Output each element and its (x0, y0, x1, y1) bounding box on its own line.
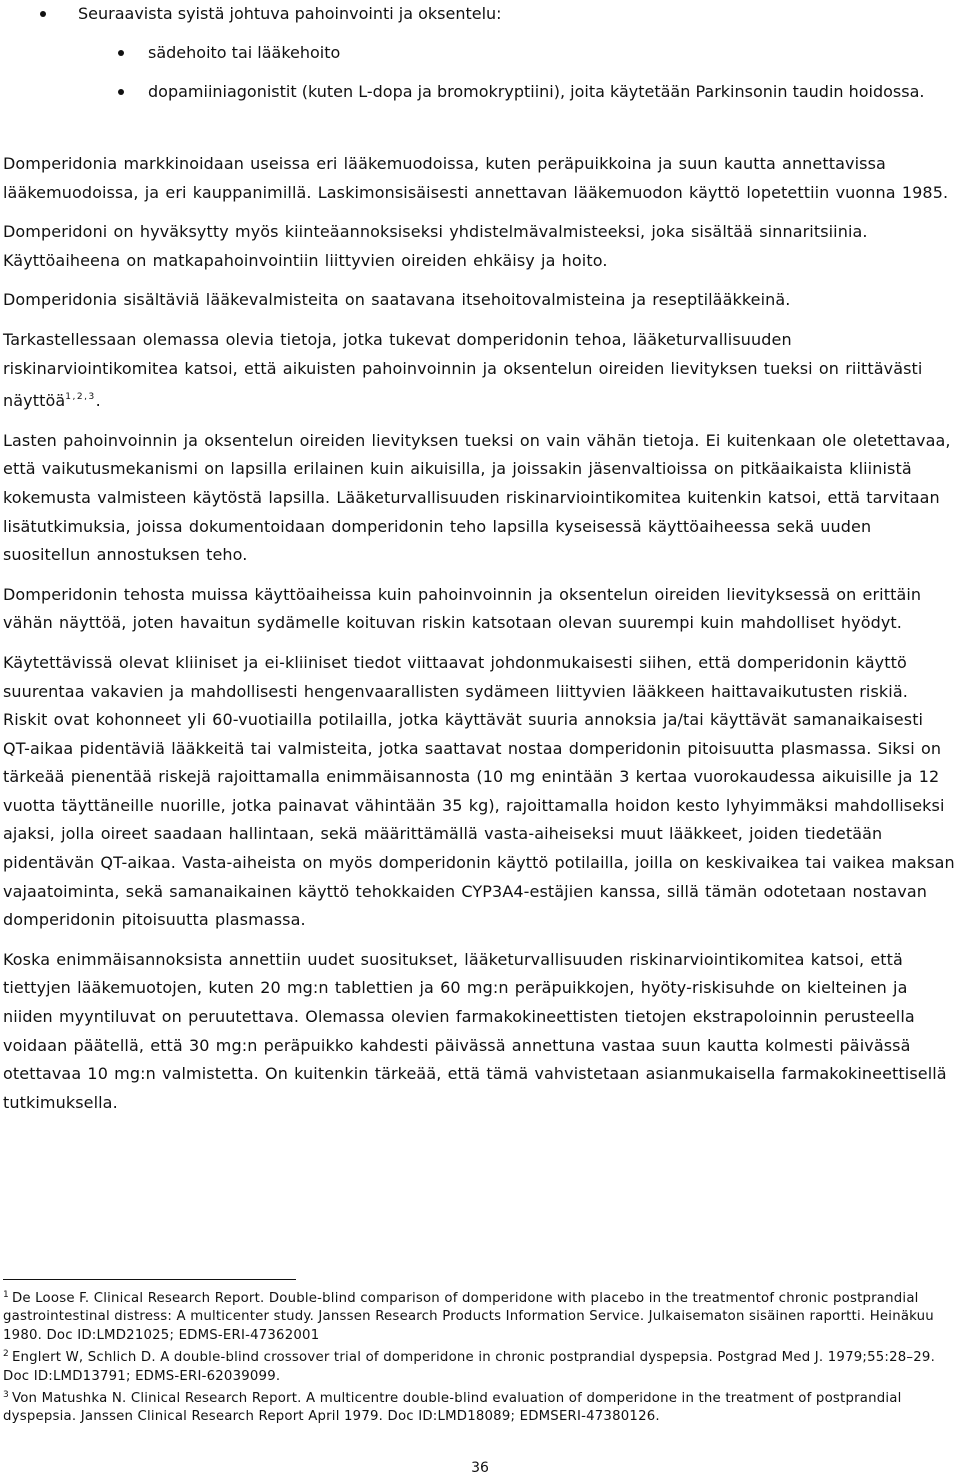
paragraph: Domperidonia sisältäviä lääkevalmisteita on saatavana itsehoitovalmisteina ja reseptilääkkeinä. (3, 290, 791, 310)
paragraph: Domperidoni on hyväksytty myös kiinteäannoksiseksi yhdistelmävalmisteeksi, joka sisältää sinnaritsiinia. Käyttöaiheena on matkapahoinvointiin liittyvien oireiden ehkäisy ja hoito. (3, 222, 868, 270)
bullet-dot-icon (118, 50, 124, 56)
paragraph-text: Tarkastellessaan olemassa olevia tietoja, jotka tukevat domperidonin tehoa, lääketurvallisuuden riskinarviointikomitea katsoi, että aikuisten pahoinvoinnin ja oksentelun oireiden lievityksen tueksi on riittävästi näyttöä (3, 329, 923, 411)
footnotes (3, 1286, 955, 1427)
bullet-dot-icon (118, 89, 124, 95)
bullet-text: Seuraavista syistä johtuva pahoinvointi ja oksentelu: (78, 4, 502, 23)
paragraph: Käytettävissä olevat kliiniset ja ei-kliiniset tiedot viittaavat johdonmukaisesti siihen, että domperidonin käyttö suurentaa vakavien ja mahdollisesti hengenvaarallisten sydämeen liittyvien lääkkeen haittavaikutusten riskiä. Riskit ovat kohonneet yli 60-vuotiailla potilailla, jotka käyttävät suuria annoksia ja/tai käyttävät samanaikaisesti QT-aikaa pidentäviä lääkkeitä tai valmisteita, jotka saattavat nostaa domperidonin pitoisuutta plasmassa. Siksi on tärkeää pienentää riskejä rajoittamalla enimmäisannosta (10 mg enintään 3 kertaa vuorokaudessa aikuisille ja 12 vuotta täyttäneille nuorille, jotka painavat vähintään 35 kg), rajoittamalla hoidon kesto lyhyimmäksi mahdolliseksi ajaksi, jolla oireet saadaan hallintaan, sekä määrittämällä vasta-aiheiseksi muut lääkkeet, joiden tiedetään pidentävän QT-aikaa. Vasta-aiheista on myös domperidonin käyttö potilailla, joilla on keskivaikea tai vaikea maksan vajaatoiminta, sekä samanaikainen käyttö tehokkaiden CYP3A4-estäjien kanssa, sillä tämän odotetaan nostavan domperidonin pitoisuutta plasmassa. (3, 652, 955, 930)
footnote-number: 1 (3, 1290, 9, 1300)
footnote-number: 3 (3, 1390, 9, 1401)
bullet-item-nausea-causes (40, 0, 940, 107)
paragraph: Domperidonin tehosta muissa käyttöaiheissa kuin pahoinvoinnin ja oksentelun oireiden lievityksessä on erittäin vähän näyttöä, joten havaitun sydämelle koituvan riskin katsotaan olevan suurempi kuin mahdolliset hyödyt. (3, 584, 922, 633)
footnote-text: Englert W, Schlich D. A double-blind crossover trial of domperidone in chronic postprandial dyspepsia. Postgrad Med J. 1979;55:28–29. Doc ID:LMD13791; EDMS-ERI-62039099. (3, 1350, 935, 1384)
paragraph-with-references (3, 326, 955, 416)
reference-superscript: 1,2,3 (65, 392, 96, 403)
sub-bullet-text: sädehoito tai lääkehoito (148, 42, 341, 62)
indication-bullet-list (40, 0, 940, 107)
footnote-text: Von Matushka N. Clinical Research Report. A multicentre double-blind evaluation of domperidone in the treatment of postprandial dyspepsia. Janssen Clinical Research Report April 1979. Doc ID:LMD18089; EDMSERI-47380126. (3, 1391, 902, 1425)
bullet-dot-icon (40, 11, 46, 17)
footnote-item (3, 1345, 955, 1386)
footnote-text: De Loose F. Clinical Research Report. Double-blind comparison of domperidone with placebo in the treatmentof chronic postprandial gastrointestinal distress: A multicenter study. Janssen Research Products Information Service. Julkaisematon sisäinen raportti. Heinäkuu 1980. Doc ID:LMD21025; EDMS-ERI-47362001 (3, 1291, 934, 1343)
paragraph: Lasten pahoinvoinnin ja oksentelun oireiden lievityksen tueksi on vain vähän tietoja. Ei kuitenkaan ole oletettavaa, että vaikutusmekanismi on lapsilla erilainen kuin aikuisilla, ja joissakin jäsenvaltioissa on pitkäaikaista kliinistä kokemusta valmisteen käytöstä lapsilla. Lääketurvallisuuden riskinarviointikomitea kuitenkin katsoi, että tarvitaan lisätutkimuksia, joissa dokumentoidaan domperidonin teho lapsilla kyseisessä käyttöaiheessa sekä uuden suositellun annostuksen teho. (3, 430, 951, 565)
footnote-item (3, 1286, 955, 1345)
page-number: 36 (471, 1460, 489, 1476)
footnote-divider (3, 1279, 296, 1280)
sub-bullet-item (118, 78, 940, 107)
footnote-item (3, 1386, 955, 1427)
paragraph: Koska enimmäisannoksista annettiin uudet suositukset, lääketurvallisuuden riskinarviointikomitea katsoi, että tiettyjen lääkemuotojen, kuten 20 mg:n tablettien ja 60 mg:n peräpuikkojen, hyöty-riskisuhde on kielteinen ja niiden myyntiluvat on peruutettava. Olemassa olevien farmakokineettisten tietojen ekstrapoloinnin perusteella voidaan päätellä, että 30 mg:n peräpuikko kahdesti päivässä annettuna vastaa suun kautta kolmesti päivässä otettavaa 10 mg:n valmistetta. On kuitenkin tärkeää, että tämä vahvistetaan asianmukaisella farmakokineettisellä tutkimuksella. (3, 949, 947, 1112)
paragraph: Domperidonia markkinoidaan useissa eri lääkemuodoissa, kuten peräpuikkoina ja suun kautta annettavissa lääkemuodoissa, ja eri kauppanimillä. Laskimonsisäisesti annettavan lääkemuodon käyttö lopetettiin vuonna 1985. (3, 154, 949, 202)
sub-bullet-text: dopamiiniagonistit (kuten L-dopa ja bromokryptiini), joita käytetään Parkinsonin taudin hoidossa. (148, 82, 925, 101)
sub-bullet-list (78, 39, 940, 107)
sub-bullet-item (118, 39, 940, 68)
footnote-number: 2 (3, 1349, 9, 1360)
paragraph-end: . (95, 391, 101, 411)
body-text (3, 150, 955, 1128)
